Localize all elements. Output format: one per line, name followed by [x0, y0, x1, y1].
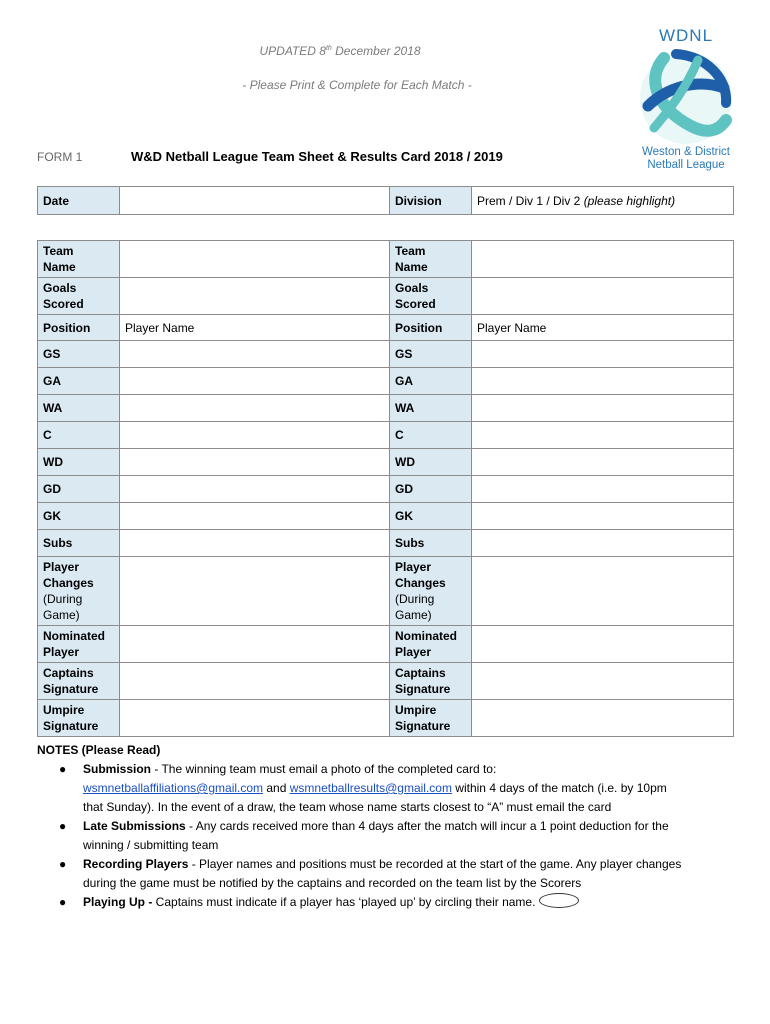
position-gs-away: GS [390, 341, 472, 368]
player-field-c-home[interactable] [120, 422, 390, 449]
player-name-header-home: Player Name [120, 315, 390, 341]
player-field-wd-away[interactable] [472, 449, 734, 476]
position-gd-home: GD [38, 476, 120, 503]
form-title: W&D Netball League Team Sheet & Results Card 2018 / 2019 [131, 149, 503, 164]
notes-title: NOTES (Please Read) [37, 743, 161, 757]
captains-field-home[interactable] [120, 663, 390, 700]
player-changes-label-home: Player Changes (During Game) [38, 557, 120, 626]
affiliations-email-link[interactable]: wsmnetballaffiliations@gmail.com [83, 781, 264, 795]
position-ga-home: GA [38, 368, 120, 395]
logo-line1: Weston & District [642, 146, 730, 158]
position-wa-away: WA [390, 395, 472, 422]
position-gs-home: GS [38, 341, 120, 368]
captains-field-away[interactable] [472, 663, 734, 700]
goals-field-home[interactable] [120, 278, 390, 315]
player-changes-field-home[interactable] [120, 557, 390, 626]
captains-label-away: Captains Signature [390, 663, 472, 700]
player-changes-label-away: Player Changes (During Game) [390, 557, 472, 626]
nominated-label-home: Nominated Player [38, 626, 120, 663]
bullet-icon: ● [59, 895, 67, 909]
player-name-header-away: Player Name [472, 315, 734, 341]
player-field-subs-away[interactable] [472, 530, 734, 557]
division-value[interactable]: Prem / Div 1 / Div 2 (please highlight) [472, 187, 734, 215]
umpire-field-away[interactable] [472, 700, 734, 737]
player-field-gk-away[interactable] [472, 503, 734, 530]
player-field-gs-away[interactable] [472, 341, 734, 368]
date-field[interactable] [120, 187, 390, 215]
notes-section [37, 741, 687, 912]
team-sheet-table [37, 240, 734, 737]
team-name-field-home[interactable] [120, 241, 390, 278]
player-field-wd-home[interactable] [120, 449, 390, 476]
position-c-home: C [38, 422, 120, 449]
goals-field-away[interactable] [472, 278, 734, 315]
goals-label-away: Goals Scored [390, 278, 472, 315]
position-wd-home: WD [38, 449, 120, 476]
player-changes-field-away[interactable] [472, 557, 734, 626]
player-field-gk-home[interactable] [120, 503, 390, 530]
position-header-home: Position [38, 315, 120, 341]
umpire-label-home: Umpire Signature [38, 700, 120, 737]
team-name-label-away: Team Name [390, 241, 472, 278]
logo-acronym: WDNL [658, 26, 714, 45]
nominated-field-away[interactable] [472, 626, 734, 663]
team-name-field-away[interactable] [472, 241, 734, 278]
player-field-gd-away[interactable] [472, 476, 734, 503]
position-c-away: C [390, 422, 472, 449]
list-item: ● Playing Up - Captains must indicate if a player has ‘played up’ by circling their name. [37, 893, 687, 912]
bullet-icon: ● [59, 762, 67, 776]
logo-line2: Netball League [647, 159, 725, 171]
bullet-icon: ● [59, 819, 67, 833]
bullet-icon: ● [59, 857, 67, 871]
nominated-label-away: Nominated Player [390, 626, 472, 663]
player-field-c-away[interactable] [472, 422, 734, 449]
notes-list [37, 760, 687, 912]
goals-label-home: Goals Scored [38, 278, 120, 315]
netball-icon [636, 48, 736, 148]
updated-note: UPDATED 8th December 2018 [259, 44, 421, 58]
position-ga-away: GA [390, 368, 472, 395]
position-wd-away: WD [390, 449, 472, 476]
results-email-link[interactable]: wsmnetballresults@gmail.com [289, 781, 452, 795]
date-label: Date [38, 187, 120, 215]
print-note: - Please Print & Complete for Each Match - [242, 78, 472, 92]
circle-example-icon [539, 893, 579, 908]
date-division-table [37, 186, 734, 215]
umpire-field-home[interactable] [120, 700, 390, 737]
list-item: ● Recording Players - Player names and positions must be recorded at the start of the game. Any player changes during the game must be notified by the captains and recorded on the team list by the Scorers [59, 857, 682, 890]
list-item: ● Submission - The winning team must email a photo of the completed card to: wsmnetballaffiliations@gmail.com and wsmnetballresults@gmail.com within 4 days of the match (i.e. by 10pm that Sunday). In the event of a draw, the team whose name starts closest to “A” must email the card [59, 762, 667, 814]
player-field-gs-home[interactable] [120, 341, 390, 368]
player-field-gd-home[interactable] [120, 476, 390, 503]
position-header-away: Position [390, 315, 472, 341]
player-field-wa-home[interactable] [120, 395, 390, 422]
player-field-ga-away[interactable] [472, 368, 734, 395]
position-wa-home: WA [38, 395, 120, 422]
position-subs-home: Subs [38, 530, 120, 557]
nominated-field-home[interactable] [120, 626, 390, 663]
captains-label-home: Captains Signature [38, 663, 120, 700]
wdnl-logo [628, 26, 744, 176]
player-field-subs-home[interactable] [120, 530, 390, 557]
player-field-ga-home[interactable] [120, 368, 390, 395]
team-name-label-home: Team Name [38, 241, 120, 278]
position-subs-away: Subs [390, 530, 472, 557]
position-gk-home: GK [38, 503, 120, 530]
division-label: Division [390, 187, 472, 215]
list-item: ● Late Submissions - Any cards received more than 4 days after the match will incur a 1 point deduction for the winning / submitting team [59, 819, 669, 852]
form-label: FORM 1 [37, 150, 83, 164]
player-field-wa-away[interactable] [472, 395, 734, 422]
umpire-label-away: Umpire Signature [390, 700, 472, 737]
position-gd-away: GD [390, 476, 472, 503]
position-gk-away: GK [390, 503, 472, 530]
